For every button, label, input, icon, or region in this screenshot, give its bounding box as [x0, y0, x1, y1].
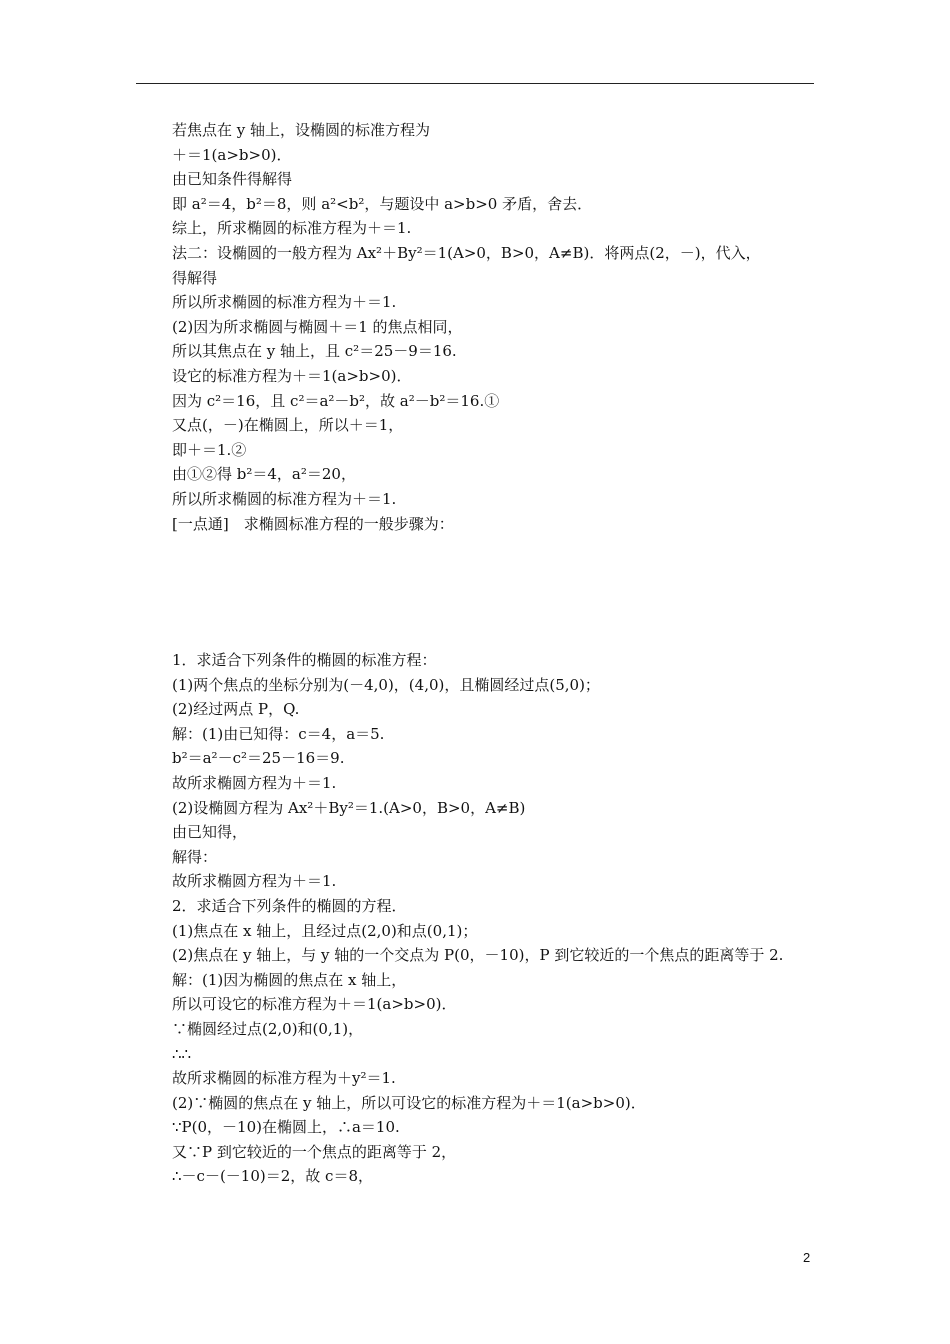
text-line: 又∵P 到它较近的一个焦点的距离等于 2， [172, 1142, 457, 1161]
text-line: ∵椭圆经过点(2,0)和(0,1)， [172, 1019, 364, 1038]
text-line: (1)焦点在 x 轴上，且经过点(2,0)和点(0,1)； [172, 921, 478, 940]
text-line: 由①②得 b²＝4，a²＝20， [172, 465, 356, 484]
text-line: 解得： [172, 847, 218, 866]
text-line: 1．求适合下列条件的椭圆的标准方程： [172, 651, 437, 669]
text-line: 设它的标准方程为＋＝1(a>b>0)． [172, 366, 412, 385]
text-line: 解：(1)因为椭圆的焦点在 x 轴上， [172, 970, 407, 989]
text-line: 得解得 [172, 268, 218, 287]
text-line: 2．求适合下列条件的椭圆的方程． [172, 896, 407, 915]
text-line: (2)∵椭圆的焦点在 y 轴上，所以可设它的标准方程为＋＝1(a>b>0)． [172, 1093, 646, 1112]
text-line: ∴∴ [172, 1044, 192, 1063]
text-line: 所以所求椭圆的标准方程为＋＝1. [172, 293, 397, 312]
text-line: 故所求椭圆方程为＋＝1. [172, 872, 337, 891]
text-line: 所以所求椭圆的标准方程为＋＝1. [172, 489, 397, 508]
header-rule [136, 83, 814, 84]
text-line: 即 a²＝4，b²＝8，则 a²<b²，与题设中 a>b>0 矛盾，舍去． [172, 194, 593, 213]
text-line: ＋＝1(a>b>0)． [172, 145, 292, 164]
text-line: 故所求椭圆方程为＋＝1. [172, 773, 337, 792]
text-line: b²＝a²－c²＝25－16＝9. [172, 749, 345, 768]
text-line: ∵P(0，－10)在椭圆上，∴a＝10. [172, 1118, 400, 1137]
text-line: 由已知得， [172, 823, 248, 842]
text-line: 又点(，－)在椭圆上，所以＋＝1， [172, 416, 404, 435]
text-line: 由已知条件得解得 [172, 170, 293, 189]
text-line: (2)焦点在 y 轴上，与 y 轴的一个交点为 P(0，－10)，P 到它较近的一个焦点的距离等于 2. [172, 946, 784, 965]
text-line: 因为 c²＝16，且 c²＝a²－b²，故 a²－b²＝16.① [172, 391, 500, 410]
text-line: (2)经过两点 P，Q. [172, 700, 300, 719]
text-line: 若焦点在 y 轴上，设椭圆的标准方程为 [172, 121, 431, 139]
text-line: ∴－c－(－10)＝2，故 c＝8， [172, 1167, 373, 1186]
text-line: 法二：设椭圆的一般方程为 Ax²＋By²＝1(A>0，B>0，A≠B)．将两点(2，－)，代入， [172, 243, 761, 262]
text-line: 所以可设它的标准方程为＋＝1(a>b>0)． [172, 995, 457, 1014]
text-line: (1)两个焦点的坐标分别为(－4,0)，(4,0)，且椭圆经过点(5,0)； [172, 675, 600, 694]
solution-block-1 [172, 118, 832, 536]
text-line: 即＋＝1.② [172, 440, 247, 459]
page-number: 2 [803, 1250, 811, 1265]
text-line: 所以其焦点在 y 轴上，且 c²＝25－9＝16. [172, 342, 457, 361]
exercise-block [172, 648, 832, 1189]
text-line: (2)因为所求椭圆与椭圆＋＝1 的焦点相同， [172, 317, 463, 336]
text-line: 综上，所求椭圆的标准方程为＋＝1. [172, 219, 412, 238]
text-line: [一点通] 求椭圆标准方程的一般步骤为： [172, 514, 454, 533]
text-line: 解：(1)由已知得：c＝4，a＝5. [172, 724, 385, 743]
text-line: 故所求椭圆的标准方程为＋y²＝1. [172, 1069, 396, 1088]
text-line: (2)设椭圆方程为 Ax²＋By²＝1.(A>0，B>0，A≠B) [172, 798, 526, 817]
